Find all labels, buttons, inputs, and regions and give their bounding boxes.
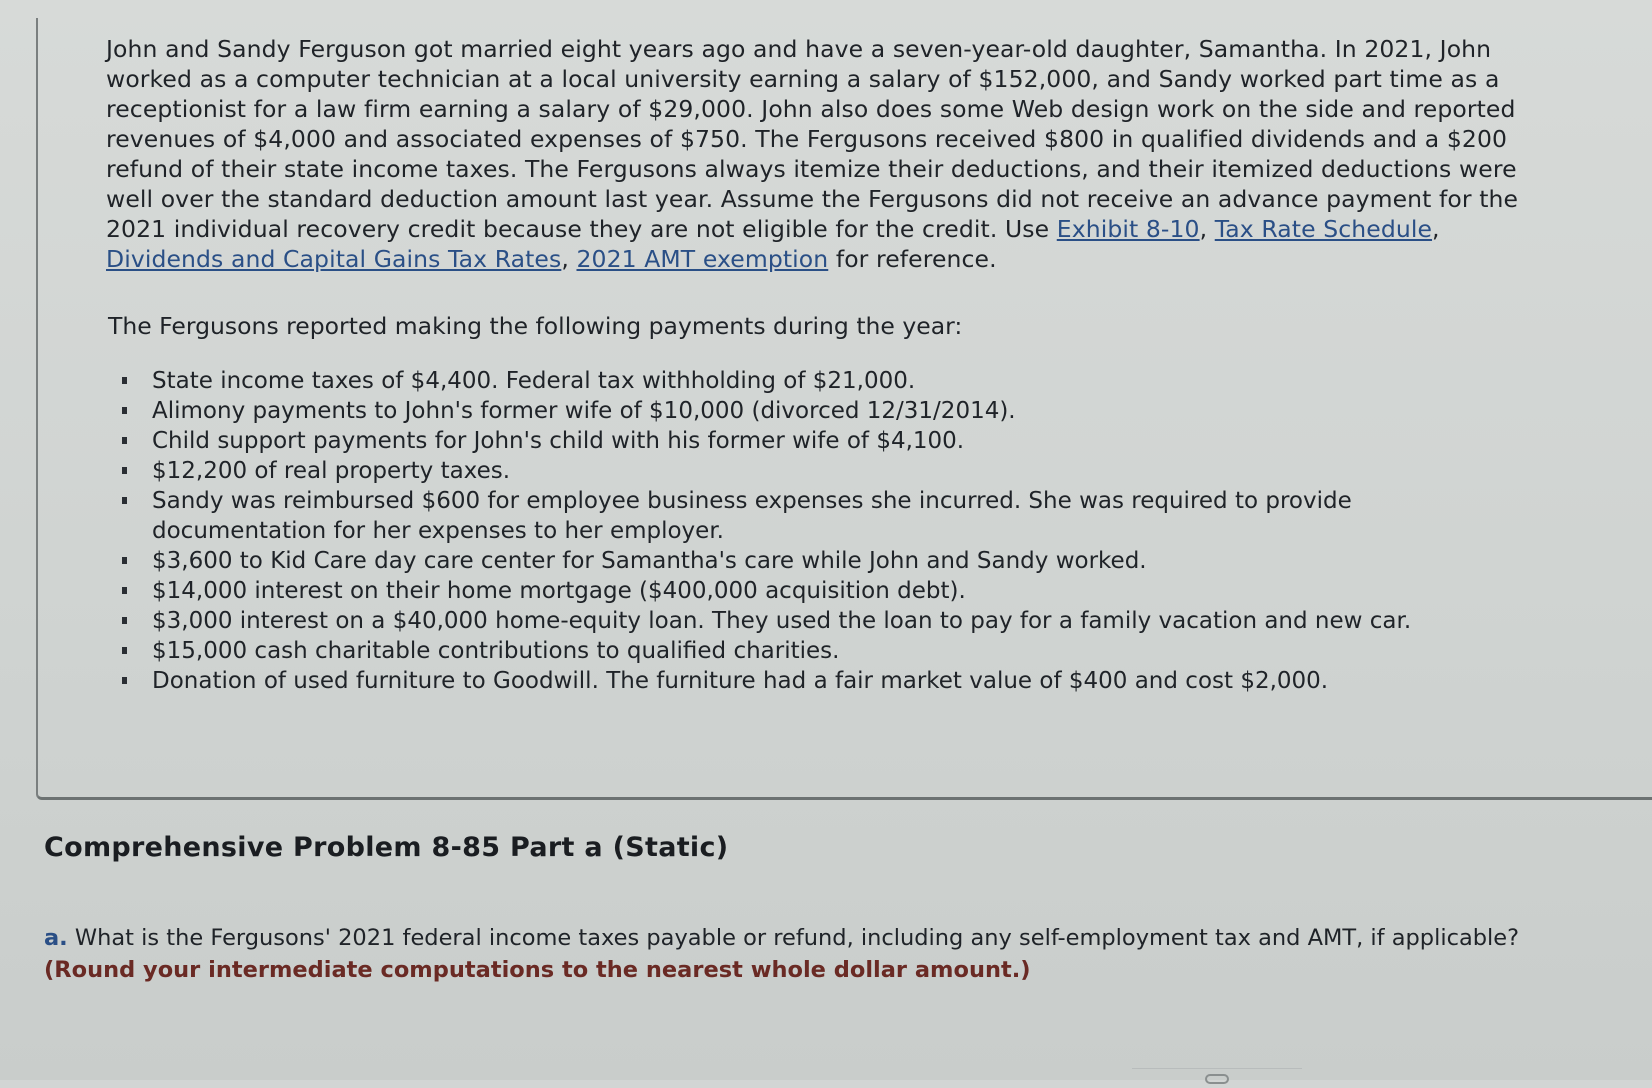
payments-list — [118, 366, 1458, 696]
bottom-toolbar — [1132, 1068, 1302, 1081]
problem-intro-paragraph: John and Sandy Ferguson got married eight years ago and have a seven-year-old daughter, Samantha. In 2021, John worked as a computer technician at a local university earning a salary of $152,000, and Sandy worked part time as a receptionist for a law firm earning a salary of $29,000. John also does some Web design work on the side and reported revenues of $4,000 and associated expenses of $750. The Fergusons received $800 in qualified dividends and a $200 refund of their state income taxes. The Fergusons always itemize their deductions, and their itemized deductions were well over the standard deduction amount last year. Assume the Fergusons did not receive an advance payment for the 2021 individual recovery credit because they are not eligible for the credit. Use Exhibit 8-10, Tax Rate Schedule, Dividends and Capital Gains Tax Rates, 2021 AMT exemption for reference. — [106, 35, 1519, 273]
list-item — [118, 546, 1458, 576]
bullet-icon — [122, 557, 127, 564]
list-item-text: $3,000 interest on a $40,000 home-equity loan. They used the loan to pay for a family vacation and new car. — [152, 608, 1412, 634]
list-item-text: State income taxes of $4,400. Federal tax withholding of $21,000. — [152, 368, 916, 394]
link-exhibit-8-10[interactable]: Exhibit 8-10 — [1056, 215, 1200, 243]
list-item-text: $14,000 interest on their home mortgage ($400,000 acquisition debt). — [152, 578, 966, 604]
list-item — [118, 606, 1458, 636]
bullet-icon — [122, 647, 127, 654]
list-item-text: $12,200 of real property taxes. — [152, 458, 511, 484]
list-item-text: Sandy was reimbursed $600 for employee business expenses she incurred. She was required to provide documentation for her expenses to her employer. — [152, 488, 1352, 544]
question-text: What is the Fergusons' 2021 federal income taxes payable or refund, including any self-employment tax and AMT, if applicable? — [67, 925, 1520, 951]
intro-text: John and Sandy Ferguson got married eight years ago and have a seven-year-old daughter, Samantha. In 2021, John worked as a computer technician at a local university earning a salary of $152,000, and Sandy worked part time as a receptionist for a law firm earning a salary of $29,000. John also does some Web design work on the side and reported revenues of $4,000 and associated expenses of $750. The Fergusons received $800 in qualified dividends and a $200 refund of their state income taxes. The Fergusons always itemize their deductions, and their itemized deductions were well over the standard deduction amount last year. Assume the Fergusons did not receive an advance payment for the 2021 individual recovery credit because they are not eligible for the credit. Use — [106, 35, 1519, 243]
link-chain-icon[interactable] — [1205, 1074, 1229, 1084]
rounding-note: (Round your intermediate computations to the nearest whole dollar amount.) — [44, 957, 1031, 983]
link-2021-amt-exemption[interactable]: 2021 AMT exemption — [576, 245, 829, 273]
list-item-text: $15,000 cash charitable contributions to qualified charities. — [152, 638, 840, 664]
list-item-text: $3,600 to Kid Care day care center for Samantha's care while John and Sandy worked. — [152, 548, 1147, 574]
section-title: Comprehensive Problem 8-85 Part a (Static) — [44, 832, 729, 863]
question-a — [44, 922, 1634, 986]
list-item — [118, 486, 1458, 546]
intro-text-end: for reference. — [828, 245, 997, 273]
list-item-text: Alimony payments to John's former wife of $10,000 (divorced 12/31/2014). — [152, 398, 1016, 424]
bullet-icon — [122, 617, 127, 624]
list-item — [118, 366, 1458, 396]
list-item — [118, 396, 1458, 426]
question-letter: a. — [44, 925, 68, 951]
bullet-icon — [122, 677, 127, 684]
list-item — [118, 636, 1458, 666]
bullet-icon — [122, 377, 127, 384]
list-item-text: Child support payments for John's child with his former wife of $4,100. — [152, 428, 965, 454]
list-item — [118, 576, 1458, 606]
list-item — [118, 666, 1458, 696]
bullet-icon — [122, 467, 127, 474]
link-dividends-capital-gains-tax-rates[interactable]: Dividends and Capital Gains Tax Rates — [106, 245, 562, 273]
list-item — [118, 426, 1458, 456]
bullet-icon — [122, 437, 127, 444]
list-item-text: Donation of used furniture to Goodwill. The furniture had a fair market value of $400 and cost $2,000. — [152, 668, 1329, 694]
link-tax-rate-schedule[interactable]: Tax Rate Schedule — [1214, 215, 1433, 243]
payments-intro: The Fergusons reported making the following payments during the year: — [108, 312, 963, 340]
bullet-icon — [122, 407, 127, 414]
bullet-icon — [122, 587, 127, 594]
list-item — [118, 456, 1458, 486]
bullet-icon — [122, 497, 127, 504]
